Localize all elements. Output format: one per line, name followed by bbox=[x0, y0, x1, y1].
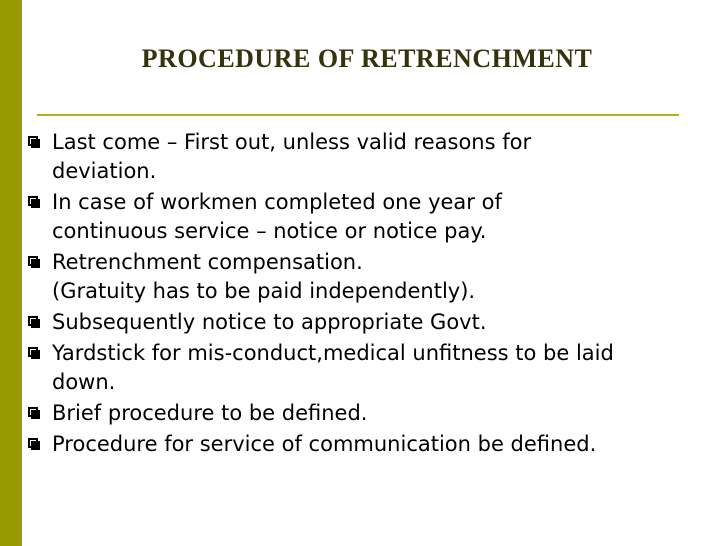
title-divider bbox=[37, 114, 679, 116]
bullet-text: In case of workmen completed one year of bbox=[52, 190, 502, 214]
bullet-text: Brief procedure to be defined. bbox=[52, 401, 368, 425]
slide-title: PROCEDURE OF RETRENCHMENT bbox=[141, 44, 593, 73]
square-bullet-icon bbox=[28, 407, 38, 417]
bullet-text: Last come – First out, unless valid reasons for bbox=[52, 130, 532, 154]
square-bullet-icon bbox=[28, 438, 38, 448]
bullet-text: continuous service – notice or notice pay. bbox=[52, 219, 487, 243]
bullet-text: Procedure for service of communication be defined. bbox=[52, 432, 597, 456]
bullet-text: down. bbox=[52, 370, 116, 394]
accent-sidebar bbox=[0, 0, 22, 546]
bullet-text: deviation. bbox=[52, 159, 157, 183]
list-item bbox=[24, 248, 724, 306]
bullet-text: (Gratuity has to be paid independently). bbox=[52, 279, 476, 303]
list-item bbox=[24, 308, 724, 337]
bullet-text: Yardstick for mis-conduct,medical unfitness to be laid bbox=[52, 341, 614, 365]
list-item bbox=[24, 128, 724, 186]
square-bullet-icon bbox=[28, 136, 38, 146]
square-bullet-icon bbox=[28, 196, 38, 206]
bullet-text: Retrenchment compensation. bbox=[52, 250, 363, 274]
bullet-list bbox=[24, 128, 724, 461]
list-item bbox=[24, 399, 724, 428]
square-bullet-icon bbox=[28, 316, 38, 326]
list-item bbox=[24, 430, 724, 459]
list-item bbox=[24, 339, 724, 397]
square-bullet-icon bbox=[28, 256, 38, 266]
list-item bbox=[24, 188, 724, 246]
square-bullet-icon bbox=[28, 347, 38, 357]
bullet-text: Subsequently notice to appropriate Govt. bbox=[52, 310, 487, 334]
